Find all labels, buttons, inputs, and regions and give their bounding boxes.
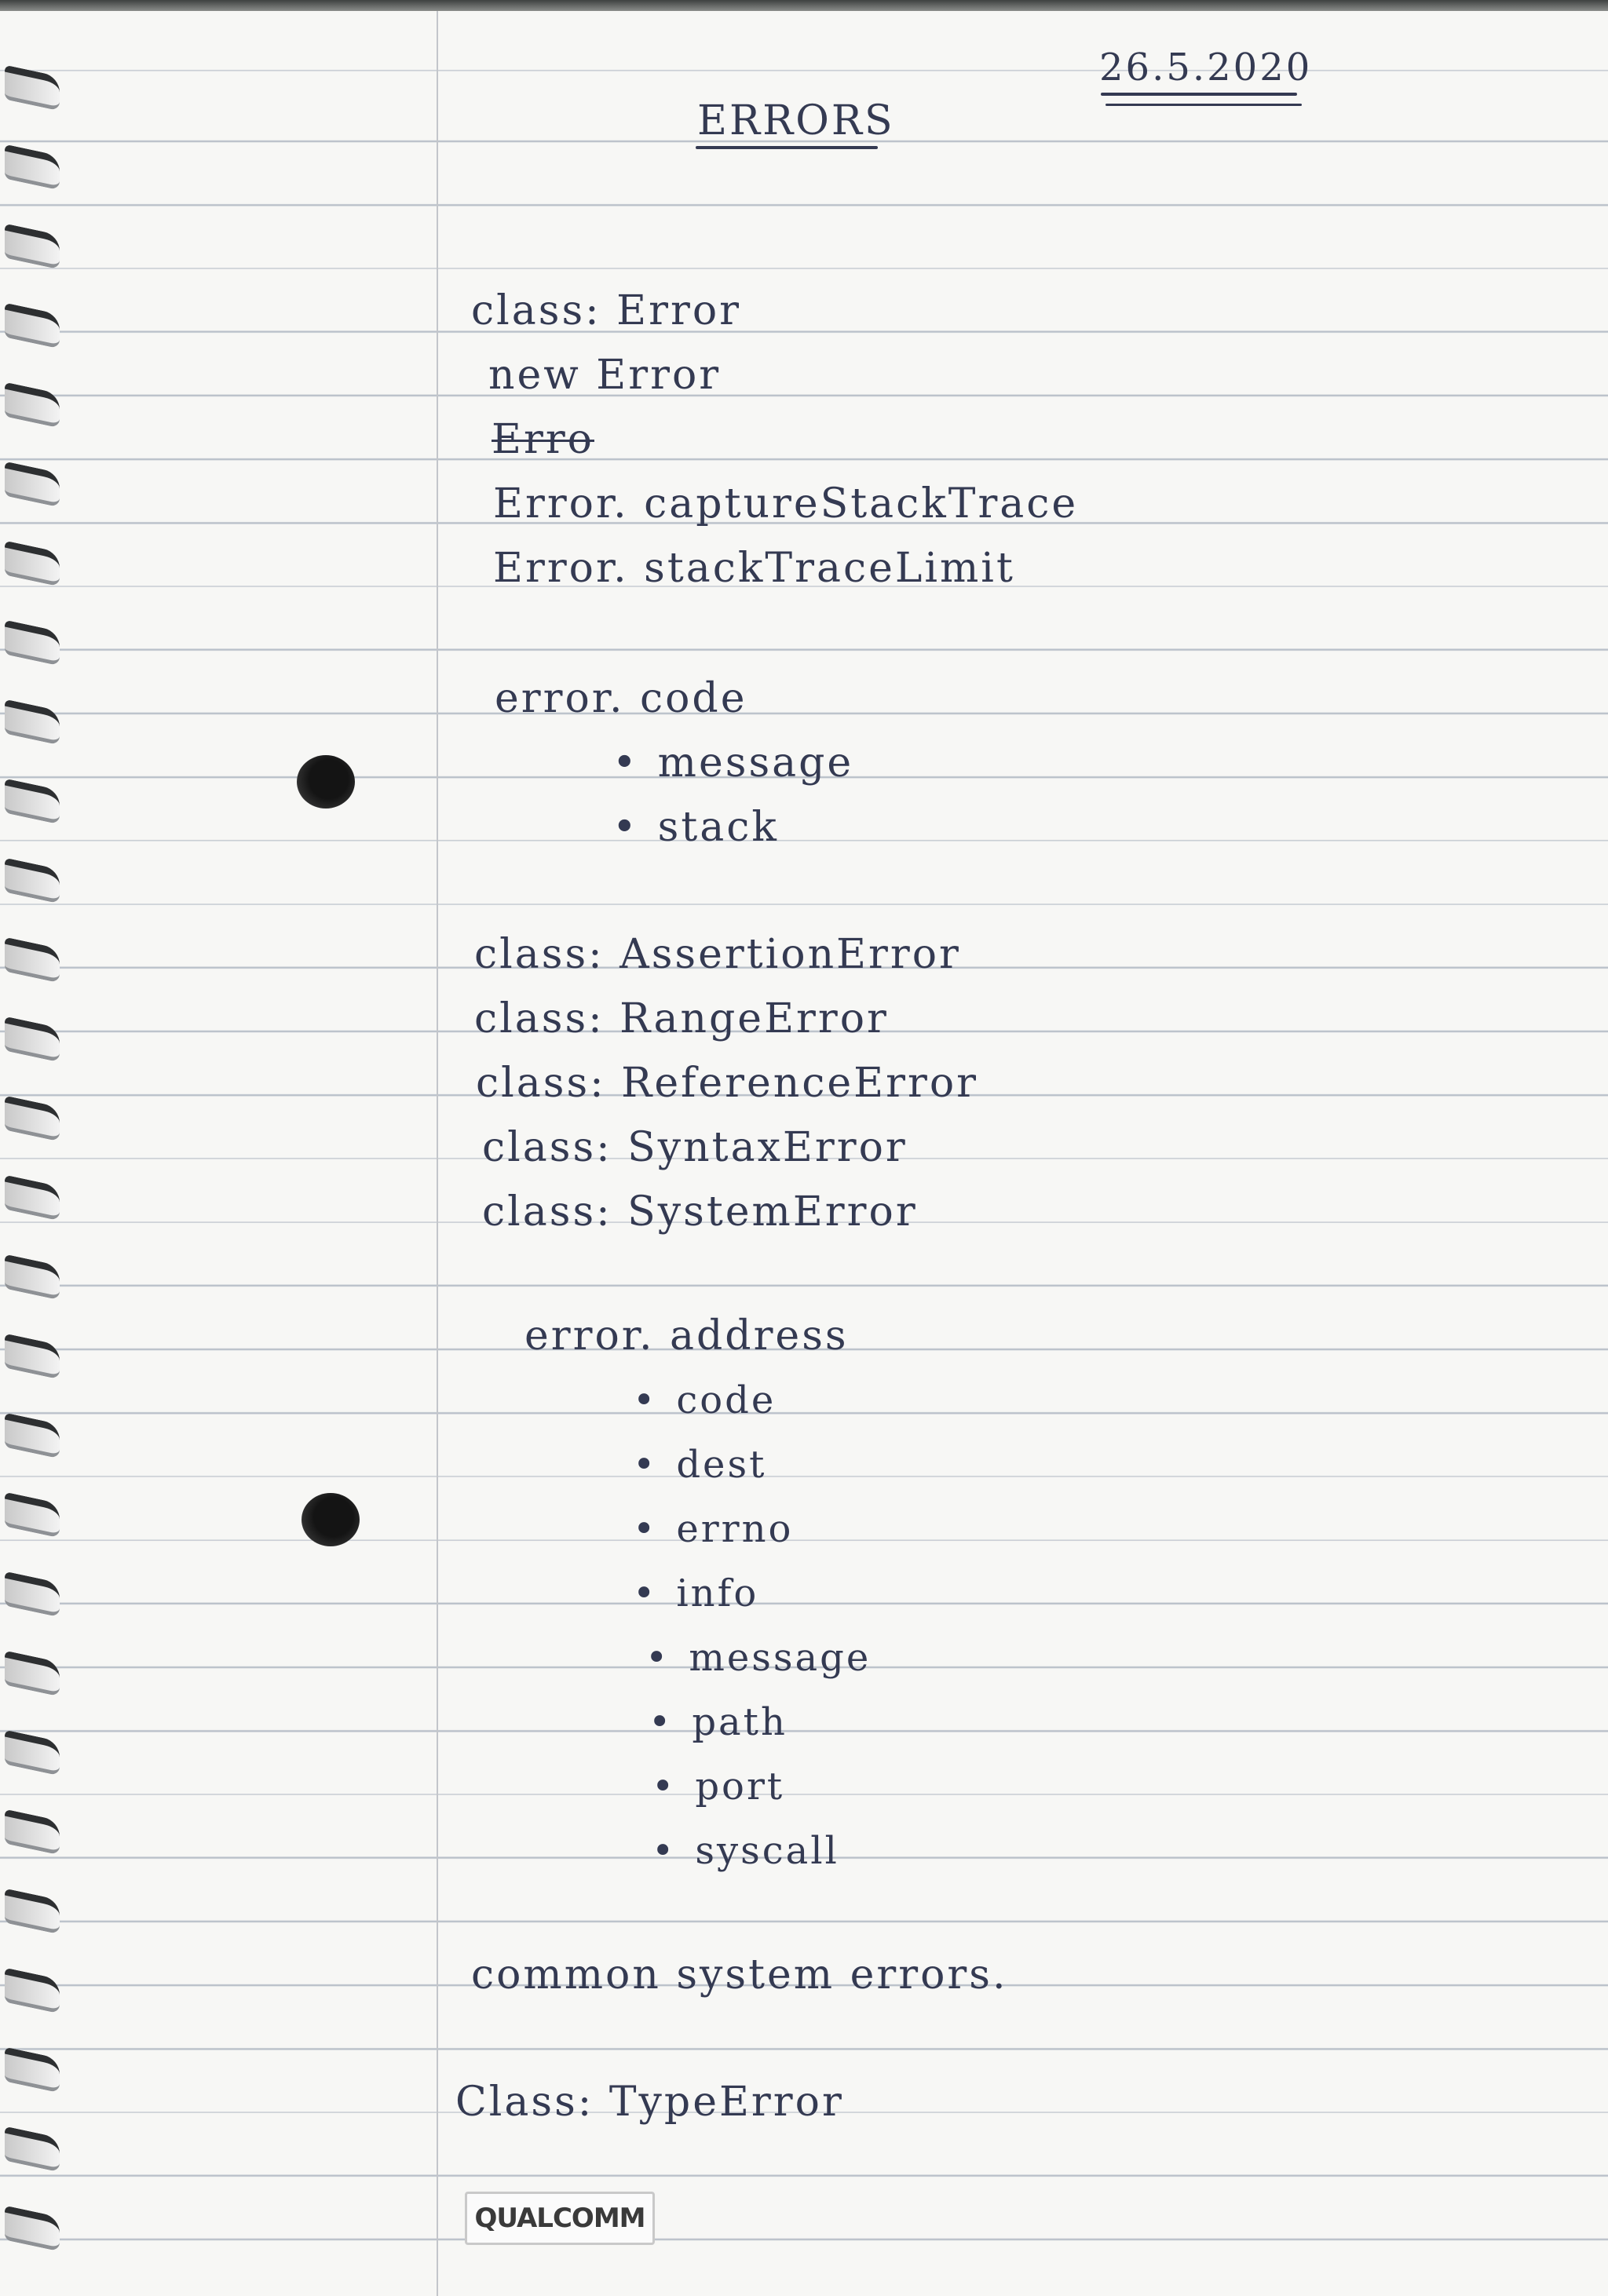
spiral-binding xyxy=(0,0,86,2296)
brand-logo-text: QUALCOMM xyxy=(474,2203,645,2234)
class-type-error: Class: TypeError xyxy=(455,2079,844,2126)
new-error-line: new Error xyxy=(488,352,722,399)
spiral-coil xyxy=(5,1492,60,1539)
stack-trace-limit-line: Error. stackTraceLimit xyxy=(493,545,1015,592)
class-syntax-error: class: SyntaxError xyxy=(482,1124,908,1171)
title-underline xyxy=(696,146,878,149)
spiral-coil xyxy=(5,144,60,191)
spiral-coil xyxy=(5,1809,60,1856)
list-item: • errno xyxy=(633,1510,793,1548)
spiral-coil xyxy=(5,224,60,270)
spiral-coil xyxy=(5,699,60,746)
spiral-coil xyxy=(5,937,60,984)
date-underline-2 xyxy=(1106,104,1302,106)
spiral-coil xyxy=(5,2126,60,2173)
spiral-coil xyxy=(5,1651,60,1697)
struck-erro-line: Erro xyxy=(492,416,594,463)
punch-hole-bottom xyxy=(302,1493,360,1546)
list-item: • message xyxy=(612,743,853,783)
spiral-coil xyxy=(5,2047,60,2093)
spiral-coil xyxy=(5,382,60,429)
list-item: • stack xyxy=(612,807,779,848)
page-date: 26.5.2020 xyxy=(1099,46,1313,89)
spiral-coil xyxy=(5,1730,60,1776)
spiral-coil xyxy=(5,65,60,111)
spiral-coil xyxy=(5,1571,60,1618)
list-item: • syscall xyxy=(652,1832,839,1870)
spiral-coil xyxy=(5,462,60,508)
spiral-coil xyxy=(5,1254,60,1301)
class-error-line: class: Error xyxy=(471,287,742,334)
spiral-coil xyxy=(5,1175,60,1221)
list-item: • code xyxy=(633,1382,776,1419)
class-assertion-error: class: AssertionError xyxy=(474,931,961,978)
error-code-line: error. code xyxy=(495,675,747,722)
punch-hole-top xyxy=(297,755,355,809)
spiral-coil xyxy=(5,1968,60,2014)
capture-stack-trace-line: Error. captureStackTrace xyxy=(493,480,1079,527)
page-title: ERRORS xyxy=(697,97,895,144)
list-item: • info xyxy=(633,1575,758,1612)
list-item: • message xyxy=(645,1639,871,1677)
spiral-coil xyxy=(5,1413,60,1459)
list-item: • dest xyxy=(633,1446,766,1484)
date-underline xyxy=(1101,93,1297,96)
margin-line xyxy=(437,11,438,2296)
list-item: • port xyxy=(652,1768,784,1805)
class-system-error: class: SystemError xyxy=(482,1188,918,1236)
class-reference-error: class: ReferenceError xyxy=(476,1060,978,1107)
list-item: • path xyxy=(649,1703,788,1741)
spiral-coil xyxy=(5,1096,60,1142)
spiral-coil xyxy=(5,620,60,666)
spiral-coil xyxy=(5,1334,60,1380)
spiral-coil xyxy=(5,858,60,904)
spiral-coil xyxy=(5,779,60,825)
common-system-errors-line: common system errors. xyxy=(471,1951,1008,1999)
page-top-edge xyxy=(0,0,1608,11)
error-address-line: error. address xyxy=(524,1312,849,1360)
brand-logo xyxy=(465,2192,655,2245)
spiral-coil xyxy=(5,2206,60,2252)
spiral-coil xyxy=(5,541,60,587)
spiral-coil xyxy=(5,1017,60,1063)
class-range-error: class: RangeError xyxy=(474,995,889,1042)
spiral-coil xyxy=(5,1889,60,1935)
spiral-coil xyxy=(5,303,60,349)
